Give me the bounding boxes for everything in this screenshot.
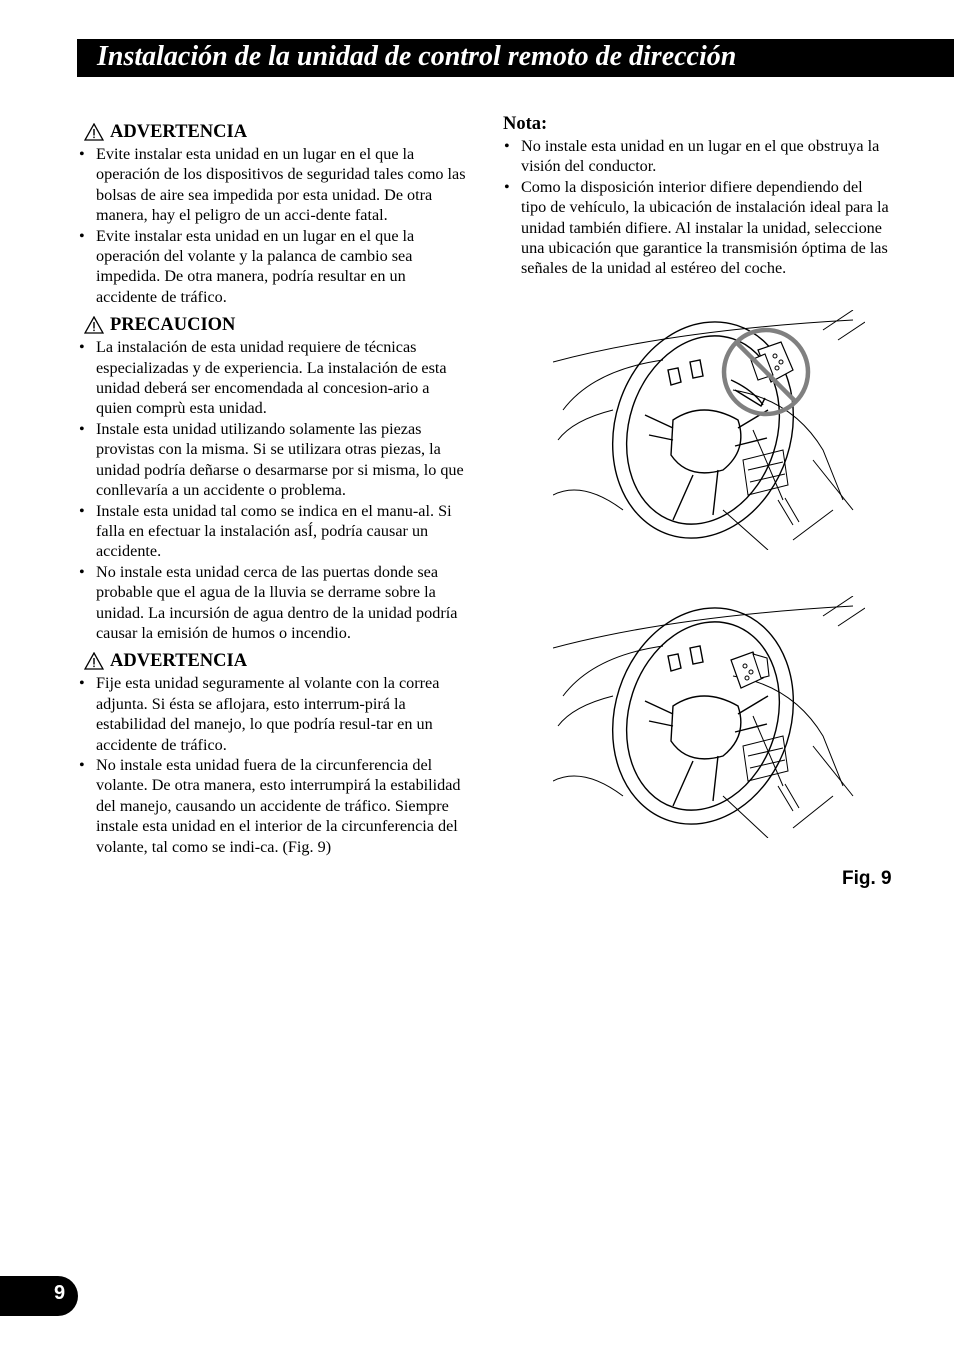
list-item: • Instale esta unidad tal como se indica en el manu-al. Si falla en efectuar la instalación asÍ, podría causar un accidente. (78, 501, 466, 562)
section-heading (78, 649, 466, 673)
warning-triangle-icon (84, 123, 104, 141)
bullet-list (78, 337, 466, 643)
steering-wheel-illustration-correct (553, 596, 865, 838)
page-number: 9 (54, 1282, 66, 1304)
section-advertencia-2 (78, 649, 466, 857)
remote-control-unit (731, 652, 769, 688)
section-heading-text: PRECAUCION (110, 315, 236, 336)
nota-heading: Nota: (503, 114, 548, 134)
list-item: • Instale esta unidad utilizando solamente las piezas provistas con la misma. Si se utilizara otras piezas, la unidad podría deñarse o desarmarse por si misma, lo que conllevaría a un accidente o problema. (78, 419, 466, 501)
list-item: • No instale esta unidad fuera de la circunferencia del volante. De otra manera, esto interrumpirá la estabilidad del manejo, causando un accidente de tráfico. Siempre instale esta unidad en el interior de la circunferencia del volante, tal como se indi-ca. (Fig. 9) (78, 755, 466, 857)
section-heading (78, 313, 466, 337)
warning-triangle-icon (84, 316, 104, 334)
warning-triangle-icon (84, 652, 104, 670)
page-title: Instalación de la unidad de control remoto de dirección (97, 41, 737, 72)
list-item: • Evite instalar esta unidad en un lugar en el que la operación del volante y la palanca de cambio sea impedida. De otra manera, podría resultar en un accidente de tráfico. (78, 226, 466, 308)
list-item: • Como la disposición interior difiere dependiendo del tipo de vehículo, la ubicación de instalación ideal para la unidad también difiere. Al instalar la unidad, seleccione una ubicación que garantice la transmisión óptima de las señales de la unidad al estéreo del coche. (503, 177, 889, 279)
left-column (78, 120, 466, 863)
list-item: • No instale esta unidad cerca de las puertas donde sea probable que el agua de la lluvia se derrame sobre la unidad. La incursión de agua dentro de la unidad podría causar la emisión de humos o incendio. (78, 562, 466, 644)
section-heading-text: ADVERTENCIA (110, 651, 248, 672)
page-number-tab (0, 1276, 78, 1316)
right-column (503, 112, 889, 279)
section-precaucion (78, 313, 466, 643)
section-heading-text: ADVERTENCIA (110, 122, 248, 142)
figure-label: Fig. 9 (842, 868, 892, 889)
section-advertencia-1 (78, 120, 466, 307)
steering-wheel-illustration-incorrect (553, 310, 865, 550)
nota-list (503, 136, 889, 279)
list-item: • Evite instalar esta unidad en un lugar en el que la operación de los dispositivos de seguridad tales como las bolsas de aire sea impedida por esta unidad. De otra manera, hay el peligro de un acci-dente fatal. (78, 144, 466, 226)
bullet-list (78, 144, 466, 307)
section-heading (78, 120, 466, 144)
list-item: • No instale esta unidad en un lugar en el que obstruya la visión del conductor. (503, 136, 889, 177)
title-bar (77, 39, 954, 77)
list-item: • La instalación de esta unidad requiere de técnicas especializadas y de experiencia. La instalación de esta unidad deberá ser encomendada al concesion-ario a quien comprù esta unidad. (78, 337, 466, 419)
list-item: • Fije esta unidad seguramente al volante con la correa adjunta. Si ésta se aflojara, esto interrum-pirá la estabilidad del manejo, lo que podría resul-tar en un accidente de tráfico. (78, 673, 466, 755)
bullet-list (78, 673, 466, 857)
